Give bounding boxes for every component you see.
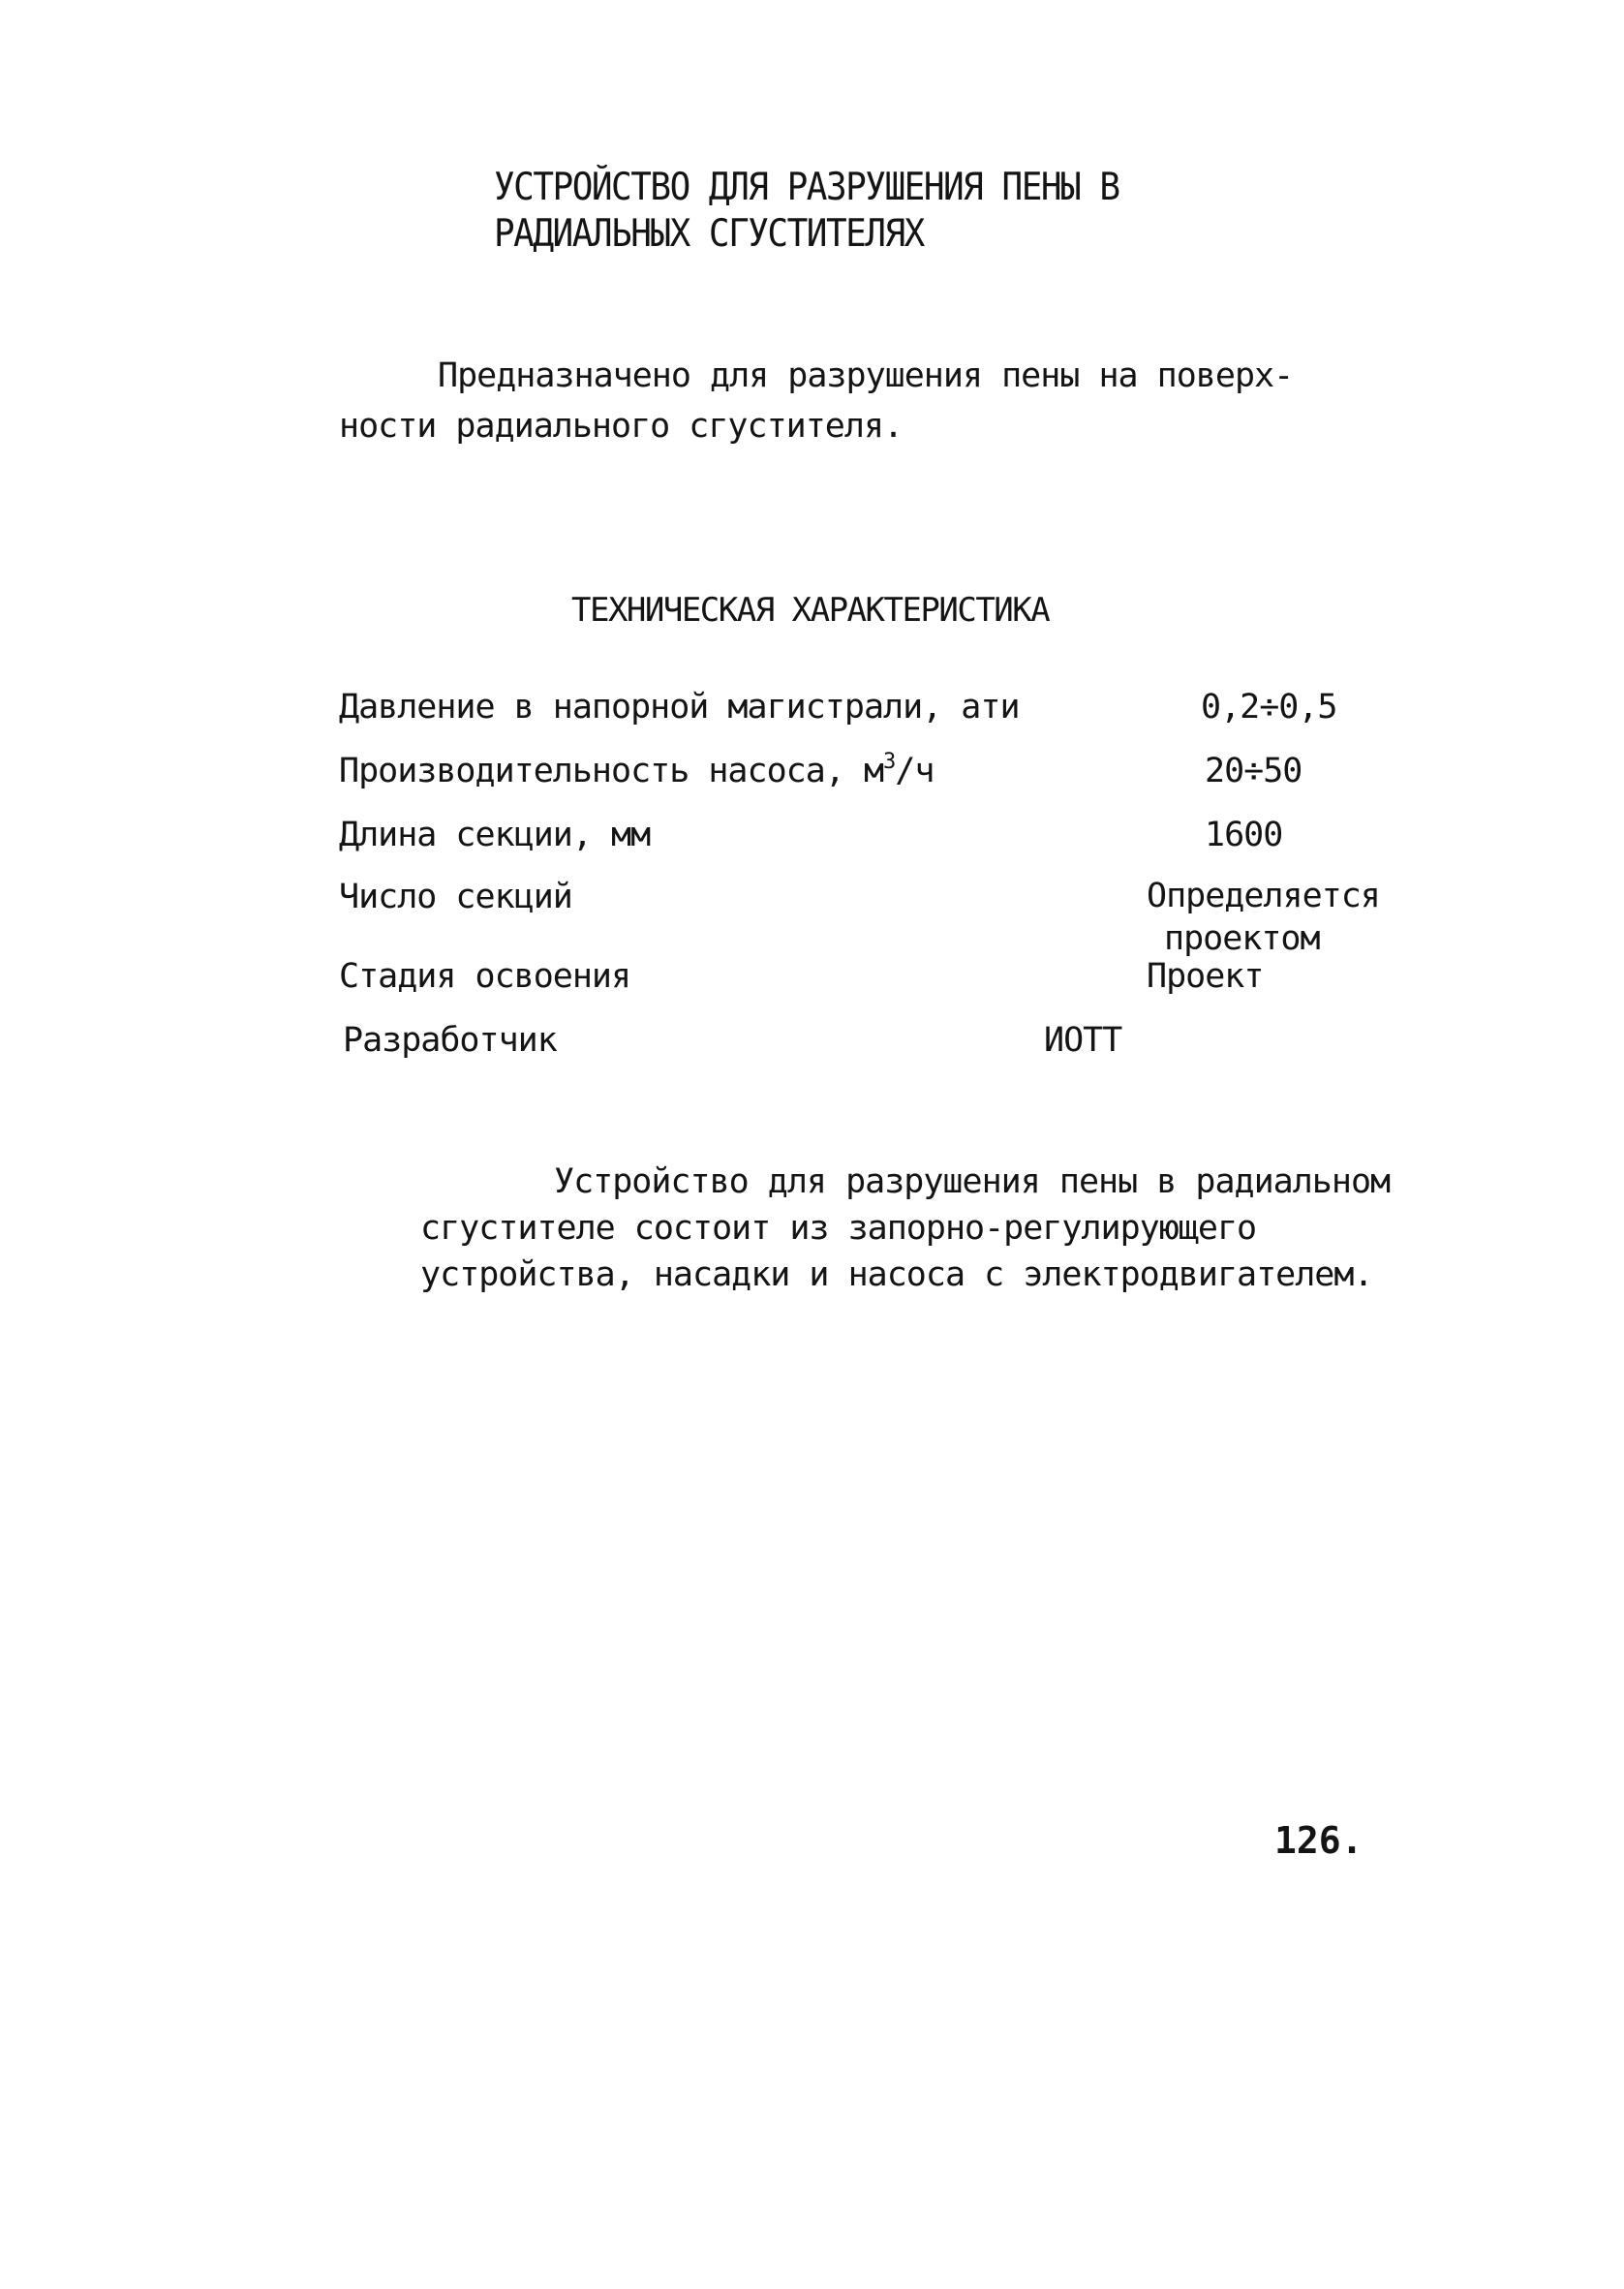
document-title-line-2: РАДИАЛЬНЫХ СГУСТИТЕЛЯХ [494,212,924,256]
spec-value-stage: Проект [1147,957,1264,996]
spec-value-developer: ИОТТ [1044,1021,1122,1060]
spec-value-pressure: 0,2÷0,5 [1201,688,1337,727]
document-title-line-1: УСТРОЙСТВО ДЛЯ РАЗРУШЕНИЯ ПЕНЫ В [494,166,1119,209]
spec-label-pump-capacity [339,748,934,794]
spec-label-stage: Стадия освоения [339,957,631,996]
spec-value-section-length: 1600 [1205,816,1283,854]
spec-label-pressure-text: Давление в напорной магистрали, ати [339,688,1020,727]
spec-value-section-count [1147,875,1380,960]
description-line-2: сгустителе состоит из запорно-регулирующего [420,1209,1257,1248]
spec-value-section-count-line-2: проектом [1164,919,1320,958]
purpose-line-1: Предназначено для разрушения пены на поверх- [438,356,1294,395]
spec-label-pump-capacity-tail: /ч [895,752,935,790]
spec-value-section-count-line-1: Определяется [1147,877,1380,915]
spec-value-pump-capacity: 20÷50 [1205,752,1302,790]
description-line-1: Устройство для разрушения пены в радиальном [554,1162,1391,1201]
spec-label-pump-capacity-text: Производительность насоса, м [339,752,884,790]
spec-label-section-count: Число секций [339,878,572,916]
spec-label-pump-capacity-sup: 3 [883,750,896,774]
purpose-line-2: ности радиального сгустителя. [339,407,904,446]
spec-label-section-length: Длина секции, мм [339,816,651,854]
spec-label-pressure [339,684,1020,730]
specs-heading: ТЕХНИЧЕСКАЯ ХАРАКТЕРИСТИКА [571,591,1050,630]
spec-label-developer: Разработчик [343,1021,557,1060]
description-line-3: устройства, насадки и насоса с электродвигателем. [420,1255,1373,1294]
page-number: 126. [1274,1819,1364,1862]
